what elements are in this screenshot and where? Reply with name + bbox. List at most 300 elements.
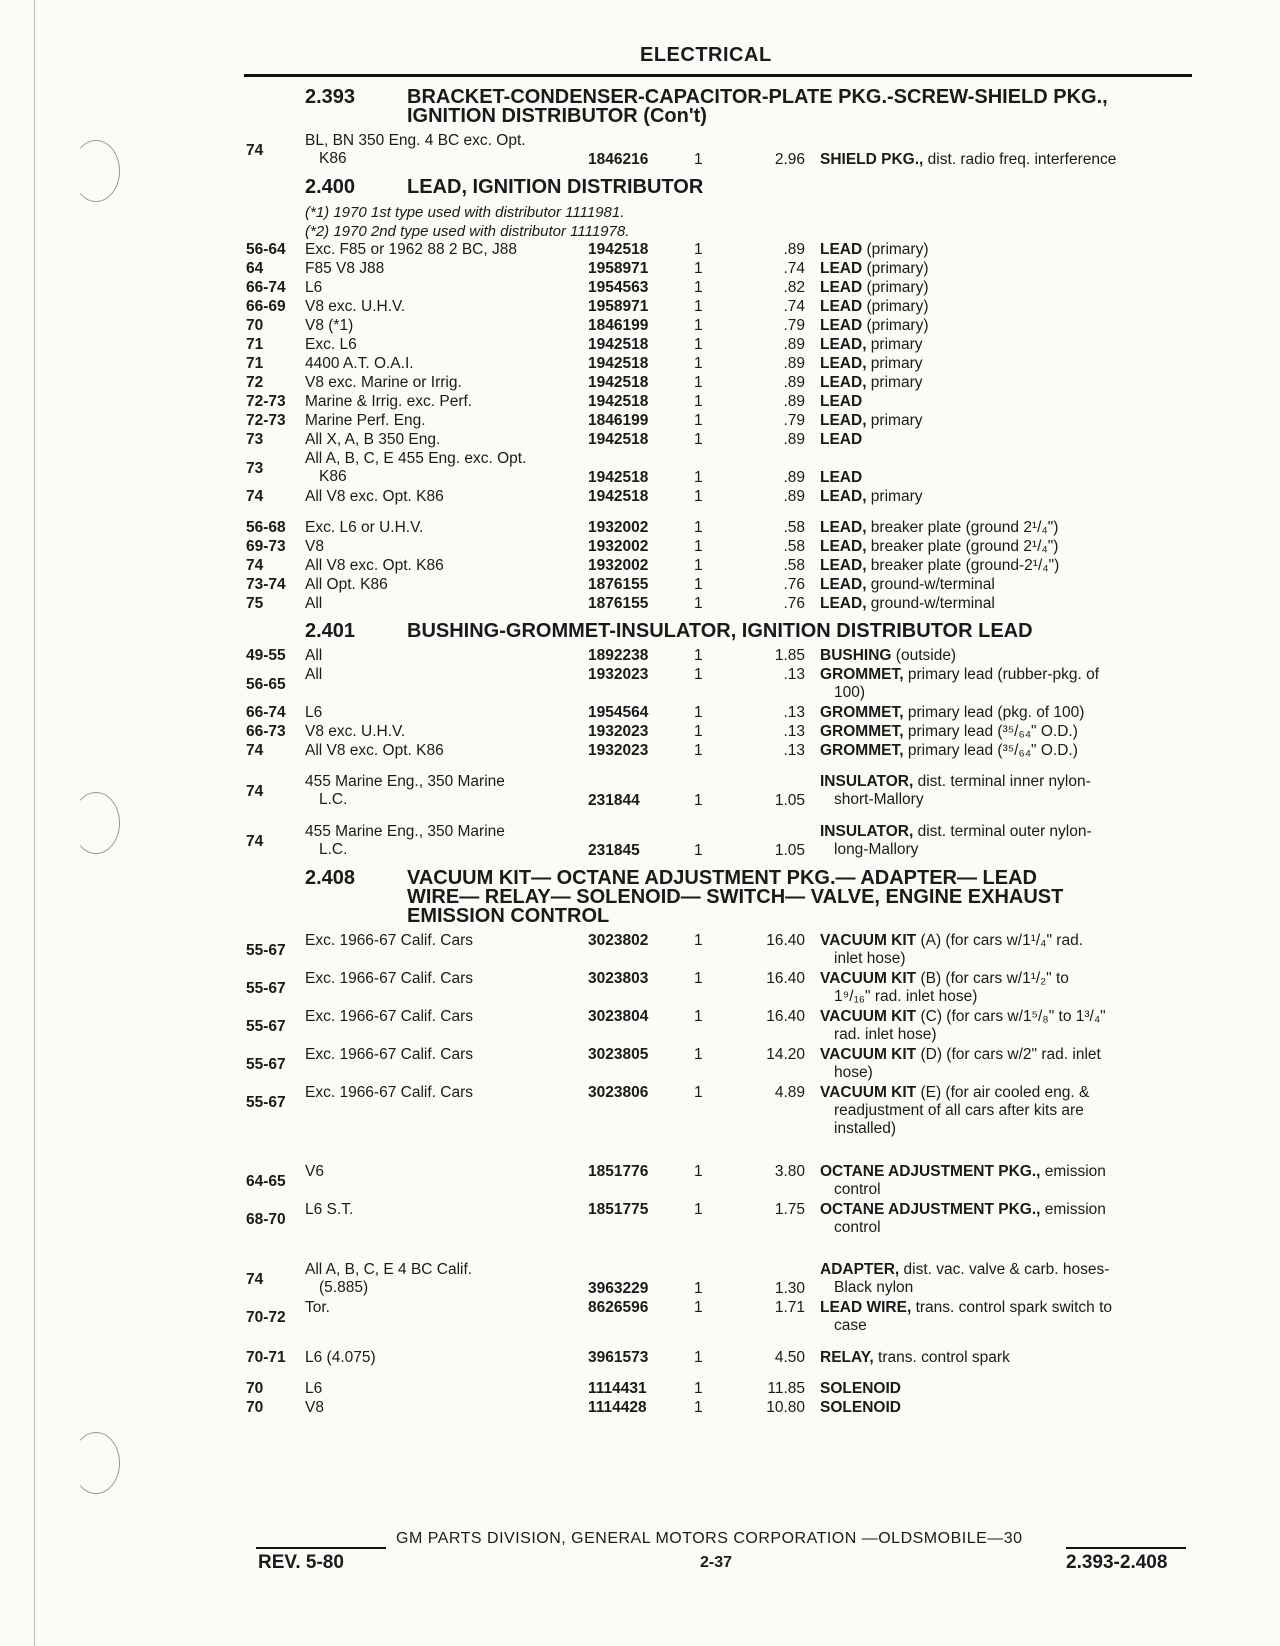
description <box>820 742 1190 760</box>
description <box>820 393 1190 411</box>
row-spacer <box>0 507 1280 519</box>
part-number: 1942518 <box>588 241 649 258</box>
row-spacer <box>0 1337 1280 1349</box>
description <box>820 823 1190 859</box>
description <box>820 557 1190 575</box>
application <box>305 336 570 354</box>
model-year: 55-67 <box>246 1094 286 1111</box>
model-year: 68-70 <box>246 1211 286 1228</box>
description-keyword: LEAD, <box>820 557 867 574</box>
quantity: 1 <box>694 519 703 536</box>
quantity: 1 <box>694 1163 703 1180</box>
table-row <box>0 647 1280 666</box>
description-continued: 1⁹/₁₆" rad. inlet hose) <box>834 988 978 1005</box>
description-line <box>820 1299 1112 1316</box>
description-line <box>820 317 929 334</box>
price: .74 <box>783 260 805 277</box>
footnote: (*1) 1970 1st type used with distributor 1111981. <box>305 204 625 221</box>
description-text: (primary) <box>862 317 929 334</box>
description <box>820 647 1190 665</box>
row-spacer <box>0 1368 1280 1380</box>
description-line <box>820 336 922 353</box>
quantity: 1 <box>694 412 703 429</box>
application-text: All Opt. K86 <box>305 576 388 593</box>
description <box>820 488 1190 506</box>
model-year: 72-73 <box>246 393 286 410</box>
model-year: 70-71 <box>246 1349 286 1366</box>
table-row <box>0 374 1280 393</box>
description-continued: control <box>834 1219 881 1236</box>
price: 16.40 <box>766 1008 805 1025</box>
description-keyword: SOLENOID <box>820 1399 901 1416</box>
application <box>305 132 570 168</box>
description-line <box>820 704 1084 721</box>
part-number: 1958971 <box>588 260 649 277</box>
description-keyword: VACUUM KIT <box>820 1046 917 1063</box>
part-number: 1942518 <box>588 488 649 505</box>
description-continued: case <box>834 1317 867 1334</box>
price: .74 <box>783 298 805 315</box>
price: 1.75 <box>774 1201 805 1218</box>
quantity: 1 <box>694 704 703 721</box>
row-spacer <box>0 1239 1280 1261</box>
application <box>305 1261 570 1297</box>
price: .76 <box>783 595 805 612</box>
description-line <box>820 538 1058 555</box>
table-row <box>0 412 1280 431</box>
model-year: 72-73 <box>246 412 286 429</box>
description <box>820 1201 1190 1237</box>
quantity: 1 <box>694 970 703 987</box>
model-year: 55-67 <box>246 942 286 959</box>
application <box>305 260 570 278</box>
description-keyword: VACUUM KIT <box>820 1084 917 1101</box>
table-row <box>0 355 1280 374</box>
part-number: 8626596 <box>588 1299 649 1316</box>
quantity: 1 <box>694 241 703 258</box>
quantity: 1 <box>694 1399 703 1416</box>
quantity: 1 <box>694 355 703 372</box>
description-keyword: GROMMET, <box>820 723 904 740</box>
description-keyword: RELAY, <box>820 1349 874 1366</box>
description-keyword: LEAD, <box>820 595 867 612</box>
group-heading <box>305 88 1175 126</box>
application <box>305 1084 570 1102</box>
price: 11.85 <box>767 1380 805 1397</box>
price: .13 <box>783 723 805 740</box>
application-text: L6 <box>305 1380 323 1397</box>
application <box>305 538 570 556</box>
price: .58 <box>783 538 805 555</box>
description-keyword: LEAD <box>820 241 863 258</box>
description-line <box>820 393 862 410</box>
description-line <box>820 469 862 486</box>
description <box>820 355 1190 373</box>
application-text: Exc. F85 or 1962 88 2 BC, J88 <box>305 241 517 258</box>
description-text: emission <box>1040 1163 1106 1180</box>
application <box>305 723 570 741</box>
application <box>305 298 570 316</box>
description-line <box>820 595 995 612</box>
table-row <box>0 1349 1280 1368</box>
quantity: 1 <box>694 374 703 391</box>
description-keyword: VACUUM KIT <box>820 970 917 987</box>
footer-rule <box>256 1547 386 1549</box>
description-line <box>820 488 922 505</box>
description-line <box>820 1349 1010 1366</box>
application-text: All <box>305 595 323 612</box>
table-row <box>0 538 1280 557</box>
description <box>820 1084 1190 1138</box>
description-line <box>820 823 1092 840</box>
application-text: F85 V8 J88 <box>305 260 385 277</box>
application-text: Exc. 1966-67 Calif. Cars <box>305 1008 473 1025</box>
application-continued: K86 <box>319 468 347 485</box>
description-text: (primary) <box>862 298 929 315</box>
application-text: 455 Marine Eng., 350 Marine <box>305 773 505 790</box>
model-year: 75 <box>246 595 264 612</box>
application-text: All A, B, C, E 455 Eng. exc. Opt. <box>305 450 527 467</box>
application-text: Exc. 1966-67 Calif. Cars <box>305 1046 473 1063</box>
description-keyword: OCTANE ADJUSTMENT PKG., <box>820 1163 1041 1180</box>
description-text: (primary) <box>862 241 929 258</box>
model-year: 73 <box>246 460 264 477</box>
part-number: 3961573 <box>588 1349 649 1366</box>
quantity: 1 <box>694 393 703 410</box>
description-keyword: LEAD <box>820 469 863 486</box>
quantity: 1 <box>694 595 703 612</box>
description-text: primary <box>866 355 923 372</box>
description-keyword: INSULATOR, <box>820 773 914 790</box>
description-text: (B) (for cars w/1¹/₂" to <box>916 970 1069 987</box>
part-number: 1876155 <box>588 576 649 593</box>
price: .89 <box>783 469 805 486</box>
price: .89 <box>783 431 805 448</box>
model-year: 66-74 <box>246 279 286 296</box>
model-year: 74 <box>246 783 264 800</box>
description-text: breaker plate (ground-2¹/₄") <box>866 557 1060 574</box>
application <box>305 1046 570 1064</box>
application-text: V6 <box>305 1163 324 1180</box>
part-number: 1846199 <box>588 412 649 429</box>
group-number: 2.408 <box>305 867 356 889</box>
quantity: 1 <box>694 1349 703 1366</box>
table-row <box>0 1299 1280 1337</box>
quantity: 1 <box>694 469 703 486</box>
part-number: 1932023 <box>588 723 649 740</box>
description-keyword: LEAD, <box>820 336 867 353</box>
application-continued: (5.885) <box>319 1279 369 1296</box>
description <box>820 279 1190 297</box>
table-row <box>0 576 1280 595</box>
description-line <box>820 412 922 429</box>
description-line <box>820 241 929 258</box>
application-text: V8 exc. Marine or Irrig. <box>305 374 462 391</box>
description-line <box>820 557 1059 574</box>
application <box>305 241 570 259</box>
application <box>305 412 570 430</box>
table-row <box>0 317 1280 336</box>
description-keyword: LEAD <box>820 260 863 277</box>
description-line <box>820 1046 1101 1063</box>
table-row <box>0 488 1280 507</box>
part-number: 1932023 <box>588 666 649 683</box>
application-text: 455 Marine Eng., 350 Marine <box>305 823 505 840</box>
part-number: 3023802 <box>588 932 649 949</box>
description-text: (A) (for cars w/1¹/₄" rad. <box>916 932 1084 949</box>
description-text: emission <box>1040 1201 1106 1218</box>
table-row <box>0 557 1280 576</box>
model-year: 74 <box>246 833 264 850</box>
model-year: 74 <box>246 488 264 505</box>
price: 16.40 <box>766 970 805 987</box>
model-year: 74 <box>246 557 264 574</box>
table-row <box>0 450 1280 488</box>
application-text: All A, B, C, E 4 BC Calif. <box>305 1261 473 1278</box>
description-line <box>820 1201 1106 1218</box>
part-number: 1892238 <box>588 647 649 664</box>
application-text: All X, A, B 350 Eng. <box>305 431 441 448</box>
description <box>820 723 1190 741</box>
description-line <box>820 666 1099 683</box>
description-line <box>820 970 1069 987</box>
description-keyword: VACUUM KIT <box>820 1008 917 1025</box>
description-keyword: OCTANE ADJUSTMENT PKG., <box>820 1201 1041 1218</box>
description-continued: inlet hose) <box>834 950 906 967</box>
page-number: 2-37 <box>700 1554 733 1571</box>
application <box>305 666 570 684</box>
table-row <box>0 132 1280 170</box>
table-row <box>0 823 1280 861</box>
description-text: dist. vac. valve & carb. hoses- <box>899 1261 1110 1278</box>
description <box>820 576 1190 594</box>
application-text: All <box>305 647 323 664</box>
application-text: V8 <box>305 1399 324 1416</box>
table-row <box>0 595 1280 614</box>
model-year: 73-74 <box>246 576 286 593</box>
application <box>305 970 570 988</box>
application <box>305 704 570 722</box>
model-year: 70-72 <box>246 1309 286 1326</box>
description-keyword: ADAPTER, <box>820 1261 900 1278</box>
quantity: 1 <box>694 1380 703 1397</box>
quantity: 1 <box>694 1084 703 1101</box>
table-row <box>0 1261 1280 1299</box>
quantity: 1 <box>694 260 703 277</box>
table-row <box>0 773 1280 811</box>
footer-organization: GM PARTS DIVISION, GENERAL MOTORS CORPORATION —OLDSMOBILE—30 <box>396 1530 1023 1547</box>
description <box>820 431 1190 449</box>
group-range: 2.393-2.408 <box>1066 1552 1168 1573</box>
description-text: trans. control spark <box>873 1349 1010 1366</box>
quantity: 1 <box>694 1299 703 1316</box>
part-number: 1932002 <box>588 538 649 555</box>
application <box>305 647 570 665</box>
description-text: primary lead (³⁵/₆₄" O.D.) <box>903 742 1078 759</box>
application <box>305 576 570 594</box>
model-year: 71 <box>246 336 264 353</box>
description-text: (E) (for air cooled eng. & <box>916 1084 1090 1101</box>
table-row <box>0 260 1280 279</box>
application-text: V8 exc. U.H.V. <box>305 298 406 315</box>
price: .79 <box>783 412 805 429</box>
description-line <box>820 260 929 277</box>
quantity: 1 <box>694 1201 703 1218</box>
model-year: 55-67 <box>246 1056 286 1073</box>
price: .13 <box>783 666 805 683</box>
description-line <box>820 576 995 593</box>
table-row <box>0 666 1280 704</box>
part-number: 3023803 <box>588 970 649 987</box>
description <box>820 1399 1190 1417</box>
group-heading <box>305 178 1175 197</box>
description-keyword: LEAD, <box>820 519 867 536</box>
model-year: 56-64 <box>246 241 286 258</box>
group-title: LEAD, IGNITION DISTRIBUTOR <box>407 176 704 198</box>
group-number: 2.393 <box>305 86 356 108</box>
description-text: trans. control spark switch to <box>911 1299 1112 1316</box>
table-row <box>0 298 1280 317</box>
price: .89 <box>783 374 805 391</box>
application-continued: K86 <box>319 150 347 167</box>
description-keyword: LEAD <box>820 298 863 315</box>
price: .13 <box>783 742 805 759</box>
application <box>305 279 570 297</box>
application <box>305 1008 570 1026</box>
description-keyword: LEAD <box>820 279 863 296</box>
model-year: 71 <box>246 355 264 372</box>
description-keyword: LEAD, <box>820 538 867 555</box>
revision-label: REV. 5-80 <box>258 1552 344 1573</box>
parts-listing <box>0 80 1280 1418</box>
description <box>820 773 1190 809</box>
description <box>820 1299 1190 1335</box>
application-text: L6 <box>305 704 323 721</box>
application <box>305 450 570 486</box>
description-text: (outside) <box>891 647 957 664</box>
description-line <box>820 374 922 391</box>
quantity: 1 <box>694 647 703 664</box>
description-keyword: LEAD <box>820 317 863 334</box>
part-number: 1114431 <box>588 1380 647 1397</box>
description-text: primary <box>866 374 923 391</box>
description <box>820 970 1190 1006</box>
application <box>305 317 570 335</box>
row-spacer <box>0 811 1280 823</box>
description-line <box>820 279 929 296</box>
table-row <box>0 704 1280 723</box>
description-keyword: LEAD WIRE, <box>820 1299 912 1316</box>
price: 1.71 <box>774 1299 805 1316</box>
description-continued: readjustment of all cars after kits are <box>834 1102 1084 1119</box>
part-number: 1954564 <box>588 704 649 721</box>
description-text: primary <box>866 488 923 505</box>
quantity: 1 <box>694 151 703 168</box>
model-year: 74 <box>246 742 264 759</box>
application <box>305 1201 570 1219</box>
group-heading <box>305 622 1175 641</box>
part-number: 1851775 <box>588 1201 649 1218</box>
punch-hole <box>72 1432 120 1494</box>
description-text: ground-w/terminal <box>866 576 995 593</box>
description-keyword: LEAD, <box>820 355 867 372</box>
price: .79 <box>783 317 805 334</box>
description-text: primary lead (rubber-pkg. of <box>903 666 1100 683</box>
price: 4.89 <box>774 1084 805 1101</box>
application-text: All V8 exc. Opt. K86 <box>305 488 444 505</box>
description-continued: rad. inlet hose) <box>834 1026 937 1043</box>
description-text: primary <box>866 412 923 429</box>
table-row <box>0 1008 1280 1046</box>
part-number: 1942518 <box>588 431 649 448</box>
application-text: Exc. L6 <box>305 336 357 353</box>
description-line <box>820 431 862 448</box>
part-number: 3023806 <box>588 1084 649 1101</box>
description-text: dist. terminal outer nylon- <box>913 823 1092 840</box>
part-number: 1942518 <box>588 336 649 353</box>
description-keyword: SOLENOID <box>820 1380 901 1397</box>
part-number: 1932002 <box>588 557 649 574</box>
part-number: 3023804 <box>588 1008 649 1025</box>
application-text: V8 (*1) <box>305 317 354 334</box>
table-row <box>0 1084 1280 1141</box>
table-row <box>0 519 1280 538</box>
description-keyword: LEAD, <box>820 576 867 593</box>
application <box>305 742 570 760</box>
price: .89 <box>783 336 805 353</box>
description <box>820 298 1190 316</box>
price: .89 <box>783 355 805 372</box>
application-continued: L.C. <box>319 841 348 858</box>
application-text: Exc. 1966-67 Calif. Cars <box>305 970 473 987</box>
table-row <box>0 723 1280 742</box>
price: .89 <box>783 488 805 505</box>
description <box>820 1380 1190 1398</box>
quantity: 1 <box>694 576 703 593</box>
description-continued: Black nylon <box>834 1279 914 1296</box>
description-keyword: LEAD <box>820 431 863 448</box>
price: .89 <box>783 393 805 410</box>
quantity: 1 <box>694 932 703 949</box>
model-year: 66-69 <box>246 298 286 315</box>
table-row <box>0 1163 1280 1201</box>
description-line <box>820 1163 1106 1180</box>
description-line <box>820 1008 1106 1025</box>
price: .89 <box>783 241 805 258</box>
model-year: 70 <box>246 1380 264 1397</box>
description-keyword: LEAD, <box>820 374 867 391</box>
description-keyword: BUSHING <box>820 647 892 664</box>
description-line <box>820 151 1116 168</box>
description <box>820 1261 1190 1297</box>
application-text: Exc. L6 or U.H.V. <box>305 519 424 536</box>
description-continued: control <box>834 1181 881 1198</box>
quantity: 1 <box>694 317 703 334</box>
quantity: 1 <box>694 723 703 740</box>
application-text: All <box>305 666 323 683</box>
application-text: Marine & Irrig. exc. Perf. <box>305 393 473 410</box>
description-text: primary lead (³⁵/₆₄" O.D.) <box>903 723 1078 740</box>
part-number: 1942518 <box>588 355 649 372</box>
table-row <box>0 1201 1280 1239</box>
model-year: 66-73 <box>246 723 286 740</box>
description <box>820 595 1190 613</box>
description-line <box>820 742 1078 759</box>
model-year: 69-73 <box>246 538 286 555</box>
price: 1.05 <box>774 792 805 809</box>
application-text: BL, BN 350 Eng. 4 BC exc. Opt. <box>305 132 526 149</box>
model-year: 64-65 <box>246 1173 286 1190</box>
